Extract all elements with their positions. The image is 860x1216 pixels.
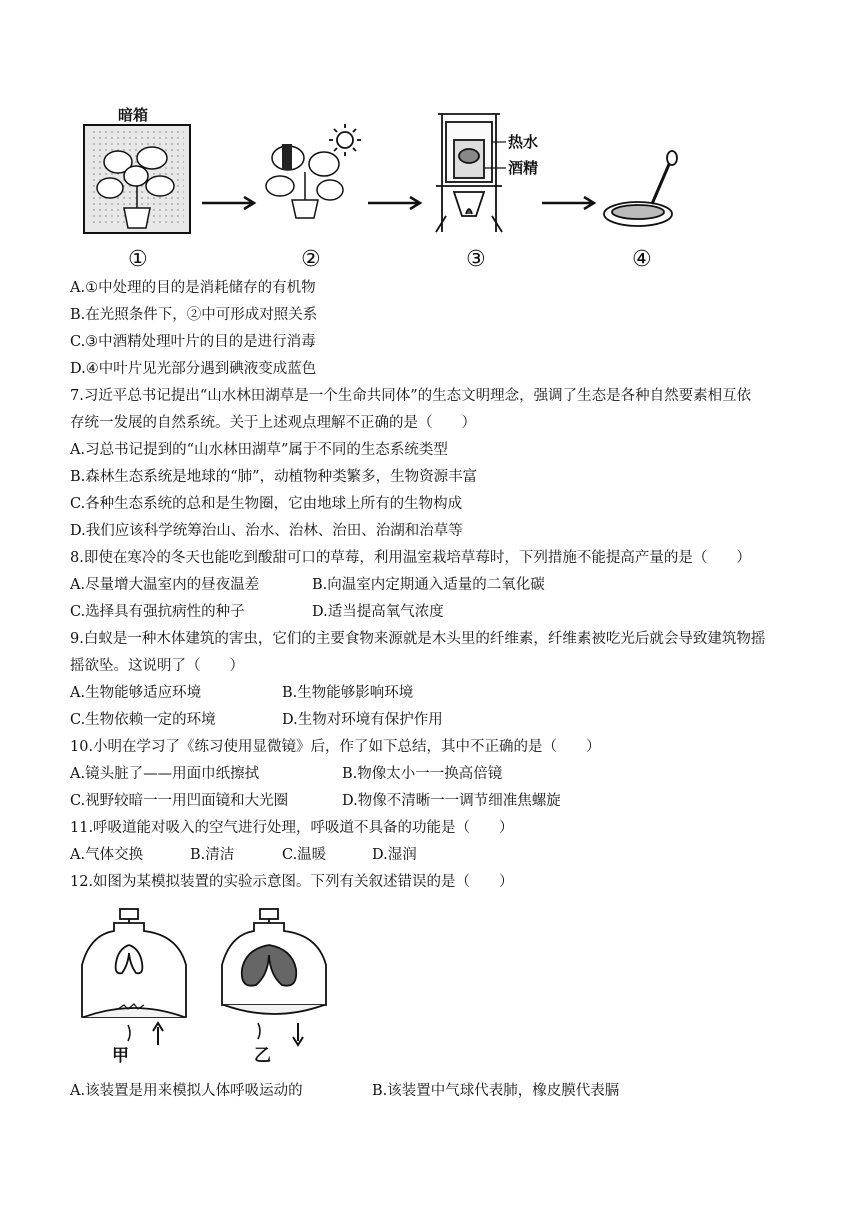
q11-option-d: D.湿润	[372, 847, 417, 863]
q6-option-a: A.①中处理的目的是消耗储存的有机物	[70, 280, 316, 296]
q8-option-d: D.适当提高氧气浓度	[312, 604, 444, 620]
step-4-label: ④	[632, 247, 652, 272]
q7-option-d: D.我们应该科学统筹治山、治水、治林、治田、治湖和治草等	[70, 523, 463, 539]
q7-option-b: B.森林生态系统是地球的“肺”，动植物种类繁多，生物资源丰富	[70, 469, 478, 485]
q6-option-d: D.④中叶片见光部分遇到碘液变成蓝色	[70, 361, 317, 377]
q11-option-a: A.气体交换	[70, 847, 144, 863]
q9-option-b: B.生物能够影响环境	[282, 685, 414, 701]
label-yi: 乙	[254, 1046, 271, 1065]
hot-water-label: 热水	[508, 133, 539, 151]
water-bath-drawing	[436, 114, 502, 232]
q8-stem: 8.即使在寒冷的冬天也能吃到酸甜可口的草莓，利用温室栽培草莓时，下列措施不能提高产量的是（ ）	[70, 550, 751, 566]
sunlit-plant-drawing	[266, 144, 343, 218]
jar-yi-drawing	[222, 909, 326, 1045]
q7-option-c: C.各种生态系统的总和是生物圈，它由地球上所有的生物构成	[70, 496, 463, 512]
q12-option-a: A.该装置是用来模拟人体呼吸运动的	[70, 1083, 303, 1099]
q6-option-c: C.③中酒精处理叶片的目的是进行消毒	[70, 334, 316, 350]
q9-stem-line2: 摇欲坠。这说明了（ ）	[70, 658, 244, 674]
q8-option-b: B.向温室内定期通入适量的二氧化碳	[312, 577, 545, 593]
q8-option-a: A.尽量增大温室内的昼夜温差	[70, 577, 260, 593]
alcohol-label: 酒精	[508, 159, 539, 177]
q9-stem-line1: 9.白蚁是一种木体建筑的害虫，它们的主要食物来源就是木头里的纤维素，纤维素被吃光后就会导致建筑物摇	[70, 631, 766, 647]
dark-box-label: 暗箱	[118, 106, 149, 124]
breathing-model-figure	[78, 905, 338, 1065]
arrow-1-icon	[202, 197, 254, 209]
jar-jia-drawing	[82, 909, 186, 1045]
q12-option-b: B.该装置中气球代表肺，橡皮膜代表膈	[372, 1083, 620, 1099]
step-2-label: ②	[301, 247, 321, 272]
dark-box-plant-drawing	[84, 125, 190, 233]
label-jia: 甲	[112, 1046, 129, 1065]
step-1-label: ①	[128, 247, 148, 272]
q9-option-a: A.生物能够适应环境	[70, 685, 202, 701]
q11-stem: 11.呼吸道能对吸入的空气进行处理，呼吸道不具备的功能是（ ）	[70, 820, 514, 836]
q7-option-a: A.习总书记提到的“山水林田湖草”属于不同的生态系统类型	[70, 442, 448, 458]
arrow-3-icon	[542, 197, 594, 209]
q12-stem: 12.如图为某模拟装置的实验示意图。下列有关叙述错误的是（ ）	[70, 874, 514, 890]
arrow-2-icon	[368, 197, 420, 209]
iodine-dish-drawing	[604, 151, 677, 226]
sun-icon	[329, 124, 361, 156]
step-3-label: ③	[466, 247, 486, 272]
q8-option-c: C.选择具有强抗病性的种子	[70, 604, 245, 620]
q11-option-b: B.清洁	[190, 847, 235, 863]
q10-option-c: C.视野较暗一一用凹面镜和大光圈	[70, 793, 289, 809]
q10-option-a: A.镜头脏了——用面巾纸擦拭	[70, 766, 260, 782]
photosynthesis-steps-figure	[80, 100, 700, 275]
q9-option-d: D.生物对环境有保护作用	[282, 712, 443, 728]
q10-stem: 10.小明在学习了《练习使用显微镜》后，作了如下总结，其中不正确的是（ ）	[70, 739, 601, 755]
q11-option-c: C.温暖	[282, 847, 327, 863]
q9-option-c: C.生物依赖一定的环境	[70, 712, 216, 728]
q6-option-b: B.在光照条件下，②中可形成对照关系	[70, 307, 318, 323]
q10-option-d: D.物像不清晰一一调节细准焦螺旋	[342, 793, 561, 809]
q7-stem-line2: 存统一发展的自然系统。关于上述观点理解不正确的是（ ）	[70, 415, 476, 431]
q7-stem-line1: 7.习近平总书记提出“山水林田湖草是一个生命共同体”的生态文明理念，强调了生态是各种自然要素相互依	[70, 388, 752, 404]
q10-option-b: B.物像太小一一换高倍镜	[342, 766, 503, 782]
